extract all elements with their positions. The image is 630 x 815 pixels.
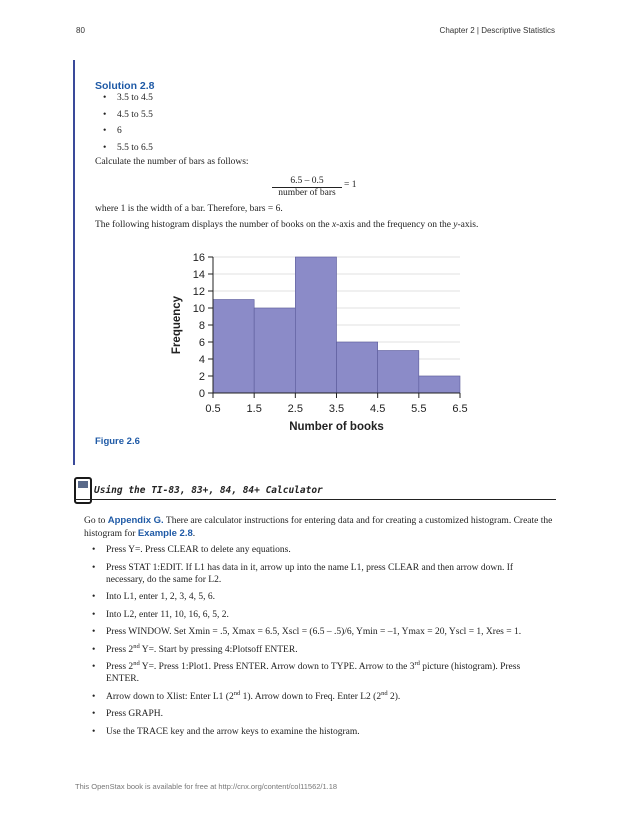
intro-x-var: x: [331, 220, 337, 230]
step-text: 2).: [387, 691, 401, 702]
calculator-intro: [84, 515, 554, 540]
list-item: [92, 691, 554, 703]
histogram-bar: [213, 300, 254, 394]
y-tick-label: 0: [198, 388, 205, 400]
appendix-g-link[interactable]: Appendix G.: [107, 515, 164, 526]
step-sup: rd: [414, 659, 420, 667]
intro-part: Go to: [84, 516, 108, 526]
section-divider: [74, 499, 556, 500]
histogram-bar: [254, 308, 295, 393]
histogram-intro: [95, 220, 478, 230]
histogram-bar: [295, 257, 336, 393]
x-tick-label: 5.5: [411, 403, 427, 415]
histogram-chart: [165, 245, 475, 435]
chapter-header: Chapter 2 | Descriptive Statistics: [439, 26, 555, 35]
list-item: • Press WINDOW. Set Xmin = .5, Xmax = 6.5, Xscl = (6.5 – .5)/6, Ymin = –1, Ymax = 20, Yscl = 1, Xres = 1.: [92, 626, 554, 638]
list-item: • Press GRAPH.: [92, 708, 554, 720]
x-tick-label: 0.5: [205, 403, 221, 415]
fraction-denominator: number of bars: [278, 188, 336, 198]
list-item: • 6: [103, 126, 153, 143]
step-text: 1). Arrow down to Freq. Enter L2 (2: [240, 691, 382, 702]
figure-caption: Figure 2.6: [95, 436, 140, 447]
y-tick-label: 12: [192, 286, 205, 298]
y-axis-title: Frequency: [171, 295, 183, 355]
list-item: • Use the TRACE key and the arrow keys to examine the histogram.: [92, 726, 554, 738]
fraction-result: = 1: [344, 180, 357, 190]
histogram-bar: [378, 351, 419, 394]
solution-list: [103, 93, 153, 159]
step-sup: nd: [133, 642, 140, 650]
calculator-steps: [92, 544, 554, 743]
intro-part: There are calculator instructions for entering data and for creating a customized histogram. Create the histogram for: [84, 516, 553, 539]
bars-fraction: [272, 176, 357, 198]
list-item: • Press Y=. Press CLEAR to delete any equations.: [92, 544, 554, 556]
step-sup: nd: [381, 689, 388, 697]
list-item: • 3.5 to 4.5: [103, 93, 153, 110]
x-tick-label: 2.5: [287, 403, 303, 415]
step-text: Y=. Start by pressing 4:Plotsoff ENTER.: [139, 644, 298, 655]
y-tick-label: 10: [192, 303, 205, 315]
example-2-8-link[interactable]: Example 2.8: [137, 527, 193, 539]
y-tick-label: 14: [192, 269, 205, 281]
list-item: • 5.5 to 6.5: [103, 143, 153, 160]
solution-title: Solution 2.8: [95, 80, 155, 92]
step-text: Press 2: [106, 662, 134, 672]
fraction-numerator: 6.5 – 0.5: [272, 176, 342, 188]
x-tick-label: 3.5: [328, 403, 345, 415]
list-item: [92, 661, 554, 685]
footer-note: This OpenStax book is available for free at http://cnx.org/content/col11562/1.18: [75, 782, 338, 791]
histogram-bar: [337, 342, 378, 393]
x-tick-label: 4.5: [370, 403, 386, 415]
list-item: • Press STAT 1:EDIT. If L1 has data in it, arrow up into the name L1, press CLEAR and then arrow down. If necessary, do the same for L2.: [92, 562, 554, 586]
step-sup: nd: [133, 659, 140, 667]
x-tick-label: 1.5: [246, 403, 262, 415]
step-text: picture (histogram). Press ENTER.: [106, 662, 521, 684]
x-tick-label: 6.5: [452, 403, 468, 415]
list-item: • Into L1, enter 1, 2, 3, 4, 5, 6.: [92, 591, 554, 603]
list-item: • 4.5 to 5.5: [103, 110, 153, 127]
calc-bars-text: Calculate the number of bars as follows:: [95, 157, 249, 167]
intro-part: -axis.: [457, 220, 479, 230]
y-tick-label: 8: [198, 320, 205, 332]
bar-width-text: where 1 is the width of a bar. Therefore, bars = 6.: [95, 204, 283, 214]
intro-part: The following histogram displays the number of books on the: [95, 220, 332, 230]
calculator-section-title: Using the TI-83, 83+, 84, 84+ Calculator: [94, 485, 323, 496]
intro-y-var: y: [453, 220, 458, 230]
list-item: • Into L2, enter 11, 10, 16, 6, 5, 2.: [92, 609, 554, 621]
y-tick-label: 6: [198, 337, 205, 349]
intro-part: -axis and the frequency on the: [336, 220, 454, 230]
y-tick-label: 4: [198, 354, 205, 366]
histogram-bar: [419, 376, 460, 393]
step-text: Y=. Press 1:Plot1. Press ENTER. Arrow down to TYPE. Arrow to the 3: [139, 662, 415, 672]
solution-sidebar-rule: [73, 60, 75, 465]
step-text: Arrow down to Xlist: Enter L1 (2: [106, 691, 234, 702]
y-tick-label: 2: [198, 371, 205, 383]
intro-part: .: [192, 528, 196, 539]
step-sup: nd: [233, 689, 241, 697]
x-axis-title: Number of books: [289, 421, 384, 433]
step-text: Press 2: [106, 644, 134, 655]
list-item: [92, 644, 554, 656]
page-number: 80: [76, 26, 85, 35]
y-tick-label: 16: [192, 252, 205, 264]
